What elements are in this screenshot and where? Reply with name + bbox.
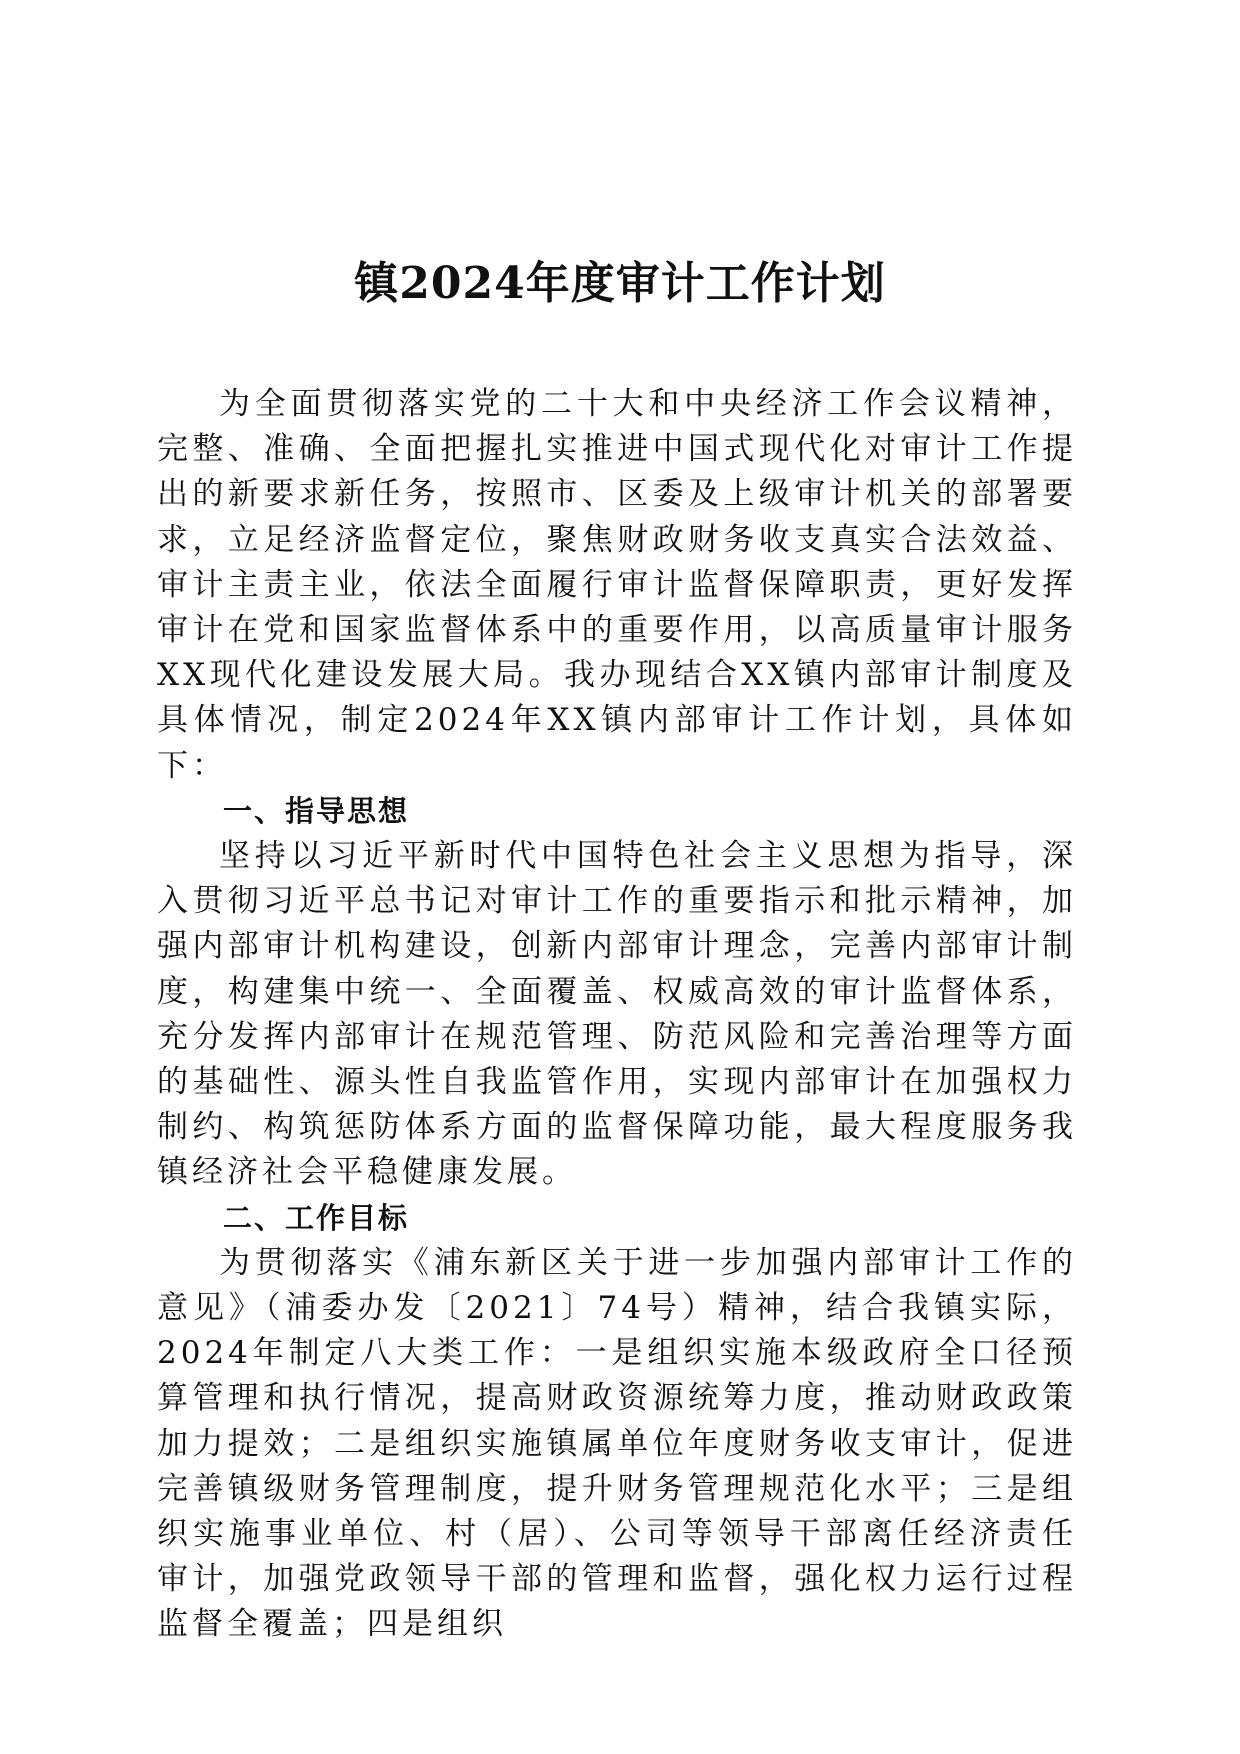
document-title: 镇2024年度审计工作计划 bbox=[354, 258, 886, 309]
intro-paragraph: 为全面贯彻落实党的二十大和中央经济工作会议精神，完整、准确、全面把握扎实推进中国式现代化对审计工作提出的新要求新任务，按照市、区委及上级审计机关的部署要求，立足经济监督定位，聚焦财政财务收支真实合法效益、审计主责主业，依法全面履行审计监督保障职责，更好发挥审计在党和国家监督体系中的重要作用，以高质量审计服务XX现代化建设发展大局。我办现结合XX镇内部审计制度及具体情况，制定2024年XX镇内部审计工作计划，具体如下： bbox=[157, 386, 1077, 784]
section-heading-work-goals: 二、工作目标 bbox=[223, 1200, 410, 1235]
document-body bbox=[157, 382, 1077, 1648]
section-paragraph-guiding-ideology: 坚持以习近平新时代中国特色社会主义思想为指导，深入贯彻习近平总书记对审计工作的重要指示和批示精神，加强内部审计机构建设，创新内部审计理念，完善内部审计制度，构建集中统一、全面覆盖、权威高效的审计监督体系，充分发挥内部审计在规范管理、防范风险和完善治理等方面的基础性、源头性自我监管作用，实现内部审计在加强权力制约、构筑惩防体系方面的监督保障功能，最大程度服务我镇经济社会平稳健康发展。 bbox=[157, 838, 1077, 1191]
section-heading-guiding-ideology: 一、指导思想 bbox=[223, 793, 410, 828]
section-paragraph-work-goals: 为贯彻落实《浦东新区关于进一步加强内部审计工作的意见》（浦委办发〔2021〕74号）精神，结合我镇实际，2024年制定八大类工作：一是组织实施本级政府全口径预算管理和执行情况，提高财政资源统筹力度，推动财政政策加力提效；二是组织实施镇属单位年度财务收支审计，促进完善镇级财务管理制度，提升财务管理规范化水平；三是组织实施事业单位、村（居）、公司等领导干部离任经济责任审计，加强党政领导干部的管理和监督，强化权力运行过程监督全覆盖；四是组织 bbox=[157, 1244, 1077, 1643]
